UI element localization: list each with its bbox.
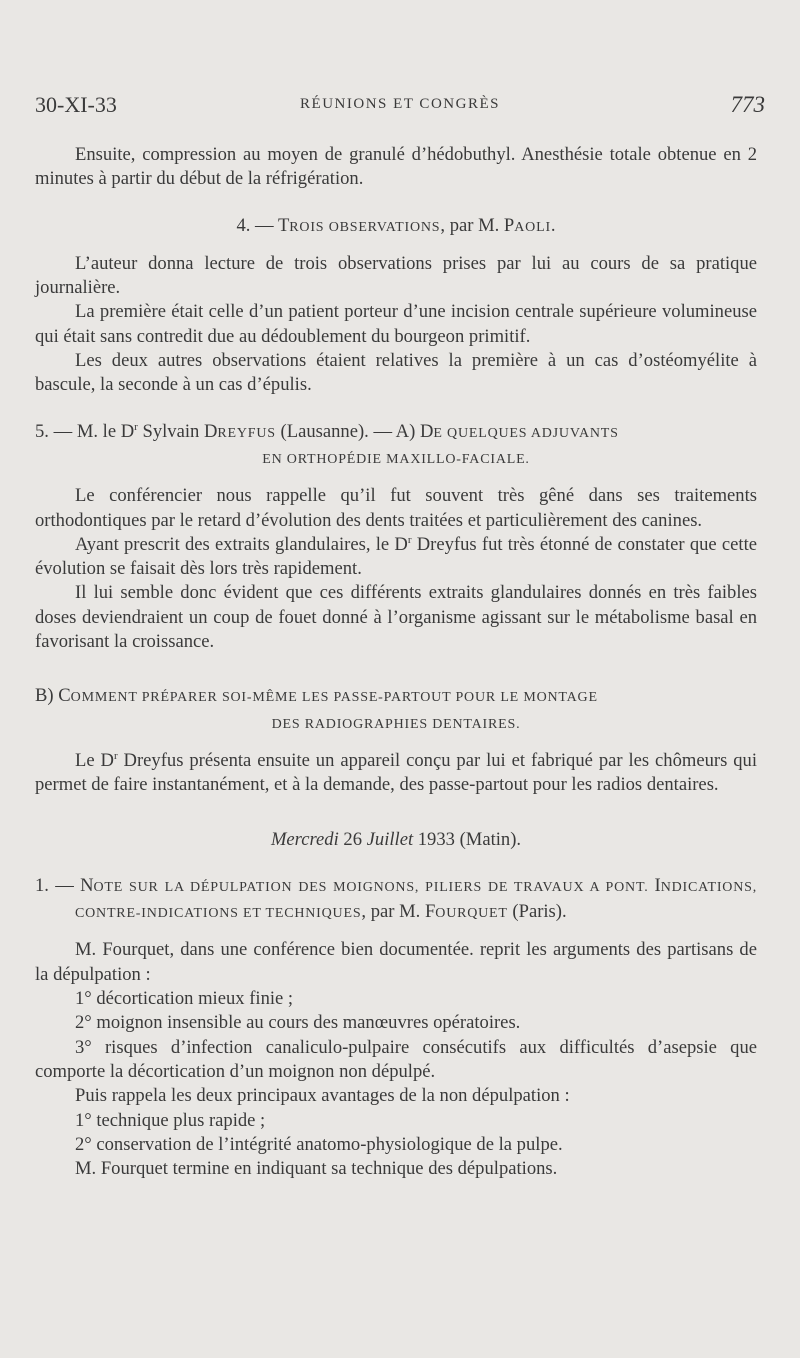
page-header bbox=[35, 92, 765, 122]
session-date: Mercredi 26 Juillet 1933 (Matin). bbox=[270, 828, 522, 850]
page-body bbox=[35, 143, 757, 1181]
paragraph: Puis rappela les deux principaux avantages de la non dépulpation : bbox=[75, 1085, 570, 1107]
section-heading-4: 4. — TROIS OBSERVATIONS, par M. PAOLI. bbox=[236, 214, 556, 236]
list-item: 2° moignon insensible au cours des manœuvres opératoires. bbox=[75, 1012, 521, 1034]
list-item: 1° technique plus rapide ; bbox=[75, 1109, 266, 1131]
header-date: 30-XI-33 bbox=[35, 92, 117, 117]
section-heading-5: 5. — M. le $D^r$ Sylvain DREYFUS (Lausanne). — A) DE QUELQUES ADJUVANTS bbox=[35, 420, 619, 442]
section-heading-1: 1. — NOTE SUR LA DÉPULPATION DES MOIGNONS, PILIERS DE TRAVAUX A PONT. INDICATIONS, CONTRE-INDICATIONS ET TECHNIQUES, par M. FOURQUET (Paris). bbox=[35, 874, 758, 923]
paragraph: L’auteur donna lecture de trois observations prises par lui au cours de sa pratique journalière. bbox=[35, 252, 757, 299]
section-heading-b: B) COMMENT PRÉPARER SOI-MÊME LES PASSE-PARTOUT POUR LE MONTAGE bbox=[35, 685, 598, 707]
section-heading-5-line2: EN ORTHOPÉDIE MAXILLO-FACIALE. bbox=[262, 451, 530, 467]
page-number: 773 bbox=[730, 92, 765, 117]
paragraph: La première était celle d’un patient porteur d’une incision centrale supérieure volumineuse qui était sans contredit due au dédoublement du bourgeon primitif. bbox=[35, 301, 757, 347]
section-heading-b-line2: DES RADIOGRAPHIES DENTAIRES. bbox=[271, 716, 521, 732]
paragraph: M. Fourquet, dans une conférence bien documentée. reprit les arguments des partisans de la dépulpation : bbox=[35, 939, 757, 985]
paragraph: Il lui semble donc évident que ces différents extraits glandulaires donnés en très faibles doses deviendraient un coup de fouet donné à l’organisme agissant sur le métabolisme basal en favorisant la croissance. bbox=[35, 582, 757, 653]
paragraph: Ayant prescrit des extraits glandulaires, le $D^r$ Dreyfus fut très étonné de constater que cette évolution se faisait dès lors très rapidement. bbox=[35, 533, 757, 580]
list-item: 2° conservation de l’intégrité anatomo-physiologique de la pulpe. bbox=[75, 1133, 563, 1155]
paragraph: Le conférencier nous rappelle qu’il fut souvent très gêné dans ses traitements orthodontiques par le retard d’évolution des dents traitées et particulièrement des canines. bbox=[35, 485, 757, 531]
paragraph: M. Fourquet termine en indiquant sa technique des dépulpations. bbox=[75, 1158, 558, 1180]
list-item: 1° décortication mieux finie ; bbox=[75, 988, 294, 1010]
paragraph: Le $D^r$ Dreyfus présenta ensuite un appareil conçu par lui et fabriqué par les chômeurs qui permet de faire instantanément, et à la demande, des passe-partout pour les radios dentaires. bbox=[35, 749, 758, 796]
running-title: RÉUNIONS ET CONGRÈS bbox=[300, 96, 500, 112]
paragraph: Ensuite, compression au moyen de granulé d’hédobuthyl. Anesthésie totale obtenue en 2 minutes à partir du début de la réfrigération. bbox=[35, 144, 757, 190]
list-item: 3° risques d’infection canaliculo-pulpaire consécutifs aux difficultés d’asepsie que comporte la décortication d’un moignon non dépulpé. bbox=[35, 1036, 757, 1082]
paragraph: Les deux autres observations étaient relatives la première à un cas d’ostéomyélite à bascule, la seconde à un cas d’épulis. bbox=[35, 350, 757, 396]
